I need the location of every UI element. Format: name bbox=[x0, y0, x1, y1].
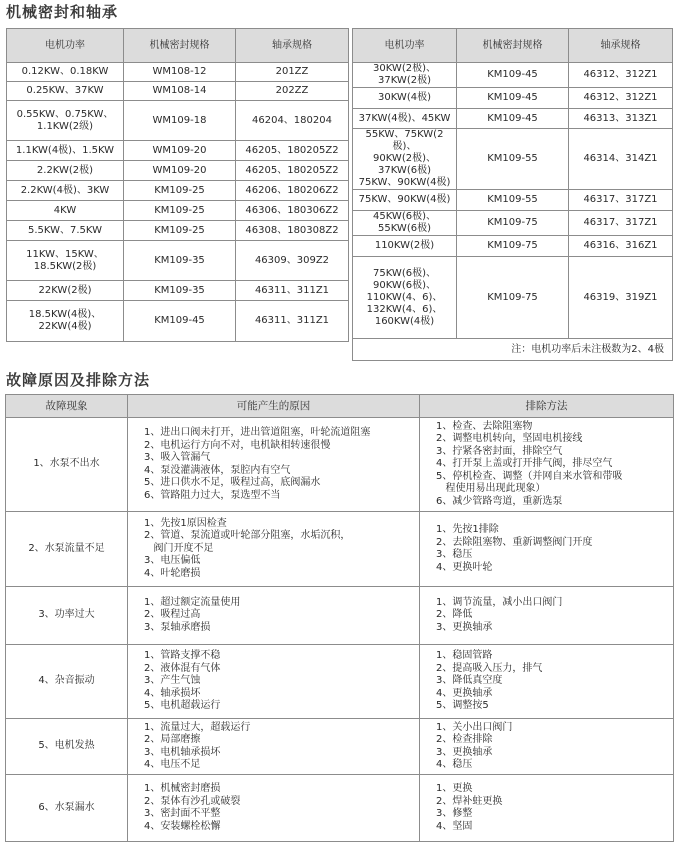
motor-power-cell bbox=[353, 236, 457, 257]
table-row bbox=[6, 418, 674, 512]
cause-item: 3、电压偏低 bbox=[144, 555, 201, 567]
seal-spec-cell: KM109-25 bbox=[124, 201, 236, 221]
motor-power-line: 75KW、90KW(4极) bbox=[358, 194, 451, 205]
bearing-spec-cell: 46309、309Z2 bbox=[236, 241, 349, 281]
remedy-item: 6、减少管路弯道，重新选泵 bbox=[436, 495, 563, 507]
table-row bbox=[7, 241, 349, 281]
motor-power-line: 110KW(4、6)、 bbox=[366, 291, 443, 303]
remedy-item: 4、更换叶轮 bbox=[436, 561, 493, 573]
motor-power-cell bbox=[7, 181, 124, 201]
bearing-spec-cell: 46317、317Z1 bbox=[569, 190, 673, 211]
motor-power-line: 75KW(6极)、 bbox=[373, 267, 436, 279]
cause-item: 1、流量过大，超载运行 bbox=[144, 721, 251, 733]
seal-spec-cell: KM109-25 bbox=[124, 221, 236, 241]
table-row bbox=[7, 82, 349, 101]
seal-spec-cell: WM109-20 bbox=[124, 161, 236, 181]
motor-power-cell bbox=[7, 161, 124, 181]
seal-spec-cell: KM109-25 bbox=[124, 181, 236, 201]
cause-item: 1、进出口阀未打开，进出管道阻塞，叶轮流道阻塞 bbox=[144, 427, 371, 438]
table-body bbox=[7, 63, 349, 342]
motor-power-line: 5.5KW、7.5KW bbox=[28, 224, 102, 236]
cause-item: 1、先按1原因检查 bbox=[144, 517, 227, 529]
motor-power-cell bbox=[7, 63, 124, 82]
seal-spec-cell: KM109-45 bbox=[457, 88, 569, 109]
table-row bbox=[353, 257, 673, 339]
table-row bbox=[353, 88, 673, 109]
seal-spec-cell: WM108-12 bbox=[124, 63, 236, 82]
bearing-spec-cell: 46319、319Z1 bbox=[569, 257, 673, 339]
symptom-cell: 6、水泵漏水 bbox=[6, 775, 128, 842]
motor-power-line: 110KW(2极) bbox=[374, 240, 435, 251]
table-row bbox=[7, 281, 349, 301]
seal-spec-cell: KM109-45 bbox=[124, 301, 236, 342]
remedy-item: 3、拧紧各密封面，排除空气 bbox=[436, 445, 563, 457]
seal-spec-cell: KM109-35 bbox=[124, 281, 236, 301]
header-bearing-spec: 轴承规格 bbox=[236, 29, 349, 63]
bearing-spec-cell: 46308、180308Z2 bbox=[236, 221, 349, 241]
motor-power-line: 90KW(2极)、37KW(6极) bbox=[373, 153, 436, 176]
table-row bbox=[353, 236, 673, 257]
cause-item: 1、管路支撑不稳 bbox=[144, 650, 221, 662]
bearing-spec-cell: 46312、312Z1 bbox=[569, 63, 673, 88]
table-row bbox=[7, 101, 349, 141]
motor-power-line: 0.12KW、0.18KW bbox=[21, 66, 109, 77]
remedy-item: 2、去除阻塞物、重新调整阀门开度 bbox=[436, 536, 593, 548]
section-title-seal-bearing: 机械密封和轴承 bbox=[6, 3, 119, 21]
remedy-item: 5、调整按5 bbox=[436, 700, 489, 712]
cause-item: 1、机械密封磨损 bbox=[144, 783, 221, 794]
table-row bbox=[7, 181, 349, 201]
causes-cell bbox=[128, 512, 420, 587]
motor-power-cell bbox=[7, 241, 124, 281]
table-note-row bbox=[353, 339, 673, 361]
header-seal-spec: 机械密封规格 bbox=[457, 29, 569, 63]
table-row bbox=[353, 63, 673, 88]
motor-power-line: 30KW(2极)、37KW(2极) bbox=[373, 63, 436, 86]
remedy-item: 3、降低真空度 bbox=[436, 675, 503, 687]
motor-power-line: 1.1KW(2级) bbox=[36, 120, 94, 132]
symptom-cell: 4、杂音振动 bbox=[6, 645, 128, 719]
remedy-item: 4、稳压 bbox=[436, 759, 473, 770]
seal-spec-cell: WM109-20 bbox=[124, 141, 236, 161]
cause-item: 3、吸入管漏气 bbox=[144, 452, 211, 463]
seal-spec-cell: KM109-75 bbox=[457, 236, 569, 257]
remedy-item: 3、稳压 bbox=[436, 549, 473, 560]
motor-power-line: 45KW(6极)、55KW(6极) bbox=[373, 211, 436, 234]
bearing-spec-cell: 46306、180306Z2 bbox=[236, 201, 349, 221]
remedy-item: 2、检查排除 bbox=[436, 734, 493, 745]
seal-bearing-table-right bbox=[352, 28, 673, 361]
motor-power-cell bbox=[353, 63, 457, 88]
cause-item: 6、管路阻力过大，泵选型不当 bbox=[144, 489, 281, 501]
remedy-item: 1、检查、去除阻塞物 bbox=[436, 420, 533, 432]
table-row bbox=[7, 201, 349, 221]
motor-power-cell bbox=[353, 129, 457, 190]
cause-item: 3、密封面不平整 bbox=[144, 808, 221, 819]
seal-spec-cell: KM109-75 bbox=[457, 211, 569, 236]
motor-power-cell bbox=[7, 101, 124, 141]
seal-spec-cell: KM109-55 bbox=[457, 129, 569, 190]
remedy-item: 4、更换轴承 bbox=[436, 687, 493, 699]
motor-power-line: 160KW(4极) bbox=[374, 315, 435, 327]
table-row bbox=[7, 221, 349, 241]
cause-item: 3、泵轴承磨损 bbox=[144, 621, 211, 633]
symptom-cell: 1、水泵不出水 bbox=[6, 418, 128, 512]
table-row bbox=[353, 109, 673, 129]
table-row bbox=[7, 63, 349, 82]
symptom-cell: 5、电机发热 bbox=[6, 719, 128, 775]
seal-spec-cell: KM109-75 bbox=[457, 257, 569, 339]
cause-item: 1、超过额定流量使用 bbox=[144, 596, 241, 608]
motor-power-line: 2.2KW(4极)、3KW bbox=[20, 184, 110, 196]
seal-spec-cell: KM109-55 bbox=[457, 190, 569, 211]
table-body bbox=[353, 63, 673, 339]
causes-cell bbox=[128, 645, 420, 719]
bearing-spec-cell: 46314、314Z1 bbox=[569, 129, 673, 190]
remedy-item: 3、修整 bbox=[436, 808, 473, 819]
header-motor-power: 电机功率 bbox=[353, 29, 457, 63]
bearing-spec-cell: 46312、312Z1 bbox=[569, 88, 673, 109]
header-motor-power: 电机功率 bbox=[7, 29, 124, 63]
bearing-spec-cell: 46311、311Z1 bbox=[236, 281, 349, 301]
table-row bbox=[7, 161, 349, 181]
motor-power-line: 37KW(4极)、45KW bbox=[358, 112, 451, 124]
header-causes: 可能产生的原因 bbox=[128, 395, 420, 418]
cause-item: 4、电压不足 bbox=[144, 759, 201, 770]
cause-item: 3、产生气蚀 bbox=[144, 675, 201, 687]
remedy-item: 2、降低 bbox=[436, 609, 473, 621]
remedy-item: 4、打开泵上盖或打开排气阀，排尽空气 bbox=[436, 458, 613, 470]
table-header-row bbox=[353, 29, 673, 63]
header-symptom: 故障现象 bbox=[6, 395, 128, 418]
table-row bbox=[353, 129, 673, 190]
remedies-cell bbox=[420, 587, 674, 645]
motor-power-line: 30KW(4极) bbox=[378, 92, 431, 103]
table-header-row bbox=[7, 29, 349, 63]
motor-power-cell bbox=[7, 221, 124, 241]
motor-power-cell bbox=[353, 190, 457, 211]
table-row bbox=[6, 719, 674, 775]
motor-power-cell bbox=[7, 281, 124, 301]
bearing-spec-cell: 46204、180204 bbox=[236, 101, 349, 141]
cause-item: 2、泵体有沙孔或破裂 bbox=[144, 795, 241, 807]
remedy-item: 2、调整电机转向，坚固电机接线 bbox=[436, 433, 583, 445]
remedy-item: 2、焊补蛀更换 bbox=[436, 795, 503, 807]
motor-power-cell bbox=[7, 301, 124, 342]
motor-power-line: 18.5KW(4极)、 bbox=[28, 309, 102, 320]
motor-power-line: 75KW、90KW(4极) bbox=[358, 177, 451, 188]
section-title-troubleshooting: 故障原因及排除方法 bbox=[6, 371, 151, 389]
seal-bearing-table-left bbox=[6, 28, 349, 342]
cause-item: 5、电机超载运行 bbox=[144, 700, 221, 712]
motor-power-cell bbox=[7, 141, 124, 161]
remedy-item: 1、稳固管路 bbox=[436, 650, 493, 662]
motor-power-cell bbox=[353, 257, 457, 339]
motor-power-cell bbox=[7, 201, 124, 221]
troubleshooting-table bbox=[5, 394, 674, 842]
table-row bbox=[353, 211, 673, 236]
remedy-item: 3、更换轴承 bbox=[436, 746, 493, 758]
motor-power-line: 2.2KW(2极) bbox=[36, 164, 94, 176]
table-row bbox=[7, 141, 349, 161]
cause-item: 4、安装螺栓松懈 bbox=[144, 820, 221, 832]
motor-power-cell bbox=[353, 211, 457, 236]
remedy-item: 1、更换 bbox=[436, 783, 473, 794]
motor-power-line: 0.55KW、0.75KW、 bbox=[16, 108, 114, 120]
cause-item: 5、进口供水不足，吸程过高，底阀漏水 bbox=[144, 477, 321, 488]
causes-cell bbox=[128, 587, 420, 645]
remedy-item: 1、关小出口阀门 bbox=[436, 721, 513, 733]
cause-item: 4、泵没灌满液体，泵腔内有空气 bbox=[144, 464, 291, 476]
motor-power-line: 4KW bbox=[53, 204, 77, 216]
remedies-cell bbox=[420, 719, 674, 775]
bearing-spec-cell: 201ZZ bbox=[236, 63, 349, 82]
table-row bbox=[7, 301, 349, 342]
motor-power-line: 22KW(2极) bbox=[38, 284, 92, 296]
table-row bbox=[6, 775, 674, 842]
motor-power-line: 18.5KW(2极) bbox=[33, 260, 97, 272]
table-note: 注：电机功率后未注极数为2、4极 bbox=[353, 339, 673, 361]
motor-power-cell bbox=[7, 82, 124, 101]
motor-power-line: 132KW(4、6)、 bbox=[366, 303, 443, 315]
seal-spec-cell: WM108-14 bbox=[124, 82, 236, 101]
table-body bbox=[6, 418, 674, 842]
motor-power-line: 55KW、75KW(2极)、 bbox=[365, 129, 444, 152]
cause-item: 阀门开度不足 bbox=[144, 542, 214, 554]
cause-item: 2、吸程过高 bbox=[144, 609, 201, 621]
motor-power-cell bbox=[353, 109, 457, 129]
bearing-spec-cell: 46316、316Z1 bbox=[569, 236, 673, 257]
seal-spec-cell: KM109-35 bbox=[124, 241, 236, 281]
remedy-item: 2、提高吸入压力，排气 bbox=[436, 662, 543, 674]
seal-spec-cell: WM109-18 bbox=[124, 101, 236, 141]
remedy-item: 4、坚固 bbox=[436, 820, 473, 832]
header-bearing-spec: 轴承规格 bbox=[569, 29, 673, 63]
remedy-item: 程使用易出现此现象） bbox=[436, 483, 546, 495]
remedy-item: 1、调节流量，减小出口阀门 bbox=[436, 596, 563, 608]
table-row bbox=[353, 190, 673, 211]
motor-power-line: 1.1KW(4极)、1.5KW bbox=[15, 144, 115, 156]
seal-spec-cell: KM109-45 bbox=[457, 109, 569, 129]
cause-item: 4、叶轮磨损 bbox=[144, 567, 201, 579]
causes-cell bbox=[128, 775, 420, 842]
causes-cell bbox=[128, 418, 420, 512]
remedies-cell bbox=[420, 512, 674, 587]
motor-power-line: 22KW(4极) bbox=[38, 321, 92, 332]
cause-item: 2、局部磨擦 bbox=[144, 734, 201, 745]
symptom-cell: 2、水泵流量不足 bbox=[6, 512, 128, 587]
cause-item: 3、电机轴承损坏 bbox=[144, 746, 221, 758]
bearing-spec-cell: 202ZZ bbox=[236, 82, 349, 101]
bearing-spec-cell: 46313、313Z1 bbox=[569, 109, 673, 129]
cause-item: 4、轴承损坏 bbox=[144, 687, 201, 699]
remedy-item: 1、先按1排除 bbox=[436, 524, 499, 535]
causes-cell bbox=[128, 719, 420, 775]
bearing-spec-cell: 46317、317Z1 bbox=[569, 211, 673, 236]
cause-item: 2、管道、泵流道或叶轮部分阻塞，水垢沉积， bbox=[144, 530, 351, 542]
motor-power-line: 90KW(6极)、 bbox=[373, 279, 436, 291]
table-row bbox=[6, 645, 674, 719]
cause-item: 2、液体混有气体 bbox=[144, 662, 221, 674]
table-row bbox=[6, 512, 674, 587]
bearing-spec-cell: 46206、180206Z2 bbox=[236, 181, 349, 201]
remedies-cell bbox=[420, 645, 674, 719]
remedies-cell bbox=[420, 775, 674, 842]
remedy-item: 3、更换轴承 bbox=[436, 621, 493, 633]
motor-power-cell bbox=[353, 88, 457, 109]
header-remedies: 排除方法 bbox=[420, 395, 674, 418]
motor-power-line: 11KW、15KW、 bbox=[26, 248, 104, 260]
table-header-row bbox=[6, 395, 674, 418]
header-seal-spec: 机械密封规格 bbox=[124, 29, 236, 63]
bearing-spec-cell: 46205、180205Z2 bbox=[236, 141, 349, 161]
seal-spec-cell: KM109-45 bbox=[457, 63, 569, 88]
symptom-cell: 3、功率过大 bbox=[6, 587, 128, 645]
cause-item: 2、电机运行方向不对，电机缺相转速很慢 bbox=[144, 439, 331, 451]
motor-power-line: 0.25KW、37KW bbox=[26, 85, 104, 96]
remedy-item: 5、停机检查、调整（并网自来水管和带吸 bbox=[436, 470, 623, 482]
bearing-spec-cell: 46205、180205Z2 bbox=[236, 161, 349, 181]
bearing-spec-cell: 46311、311Z1 bbox=[236, 301, 349, 342]
table-row bbox=[6, 587, 674, 645]
remedies-cell bbox=[420, 418, 674, 512]
